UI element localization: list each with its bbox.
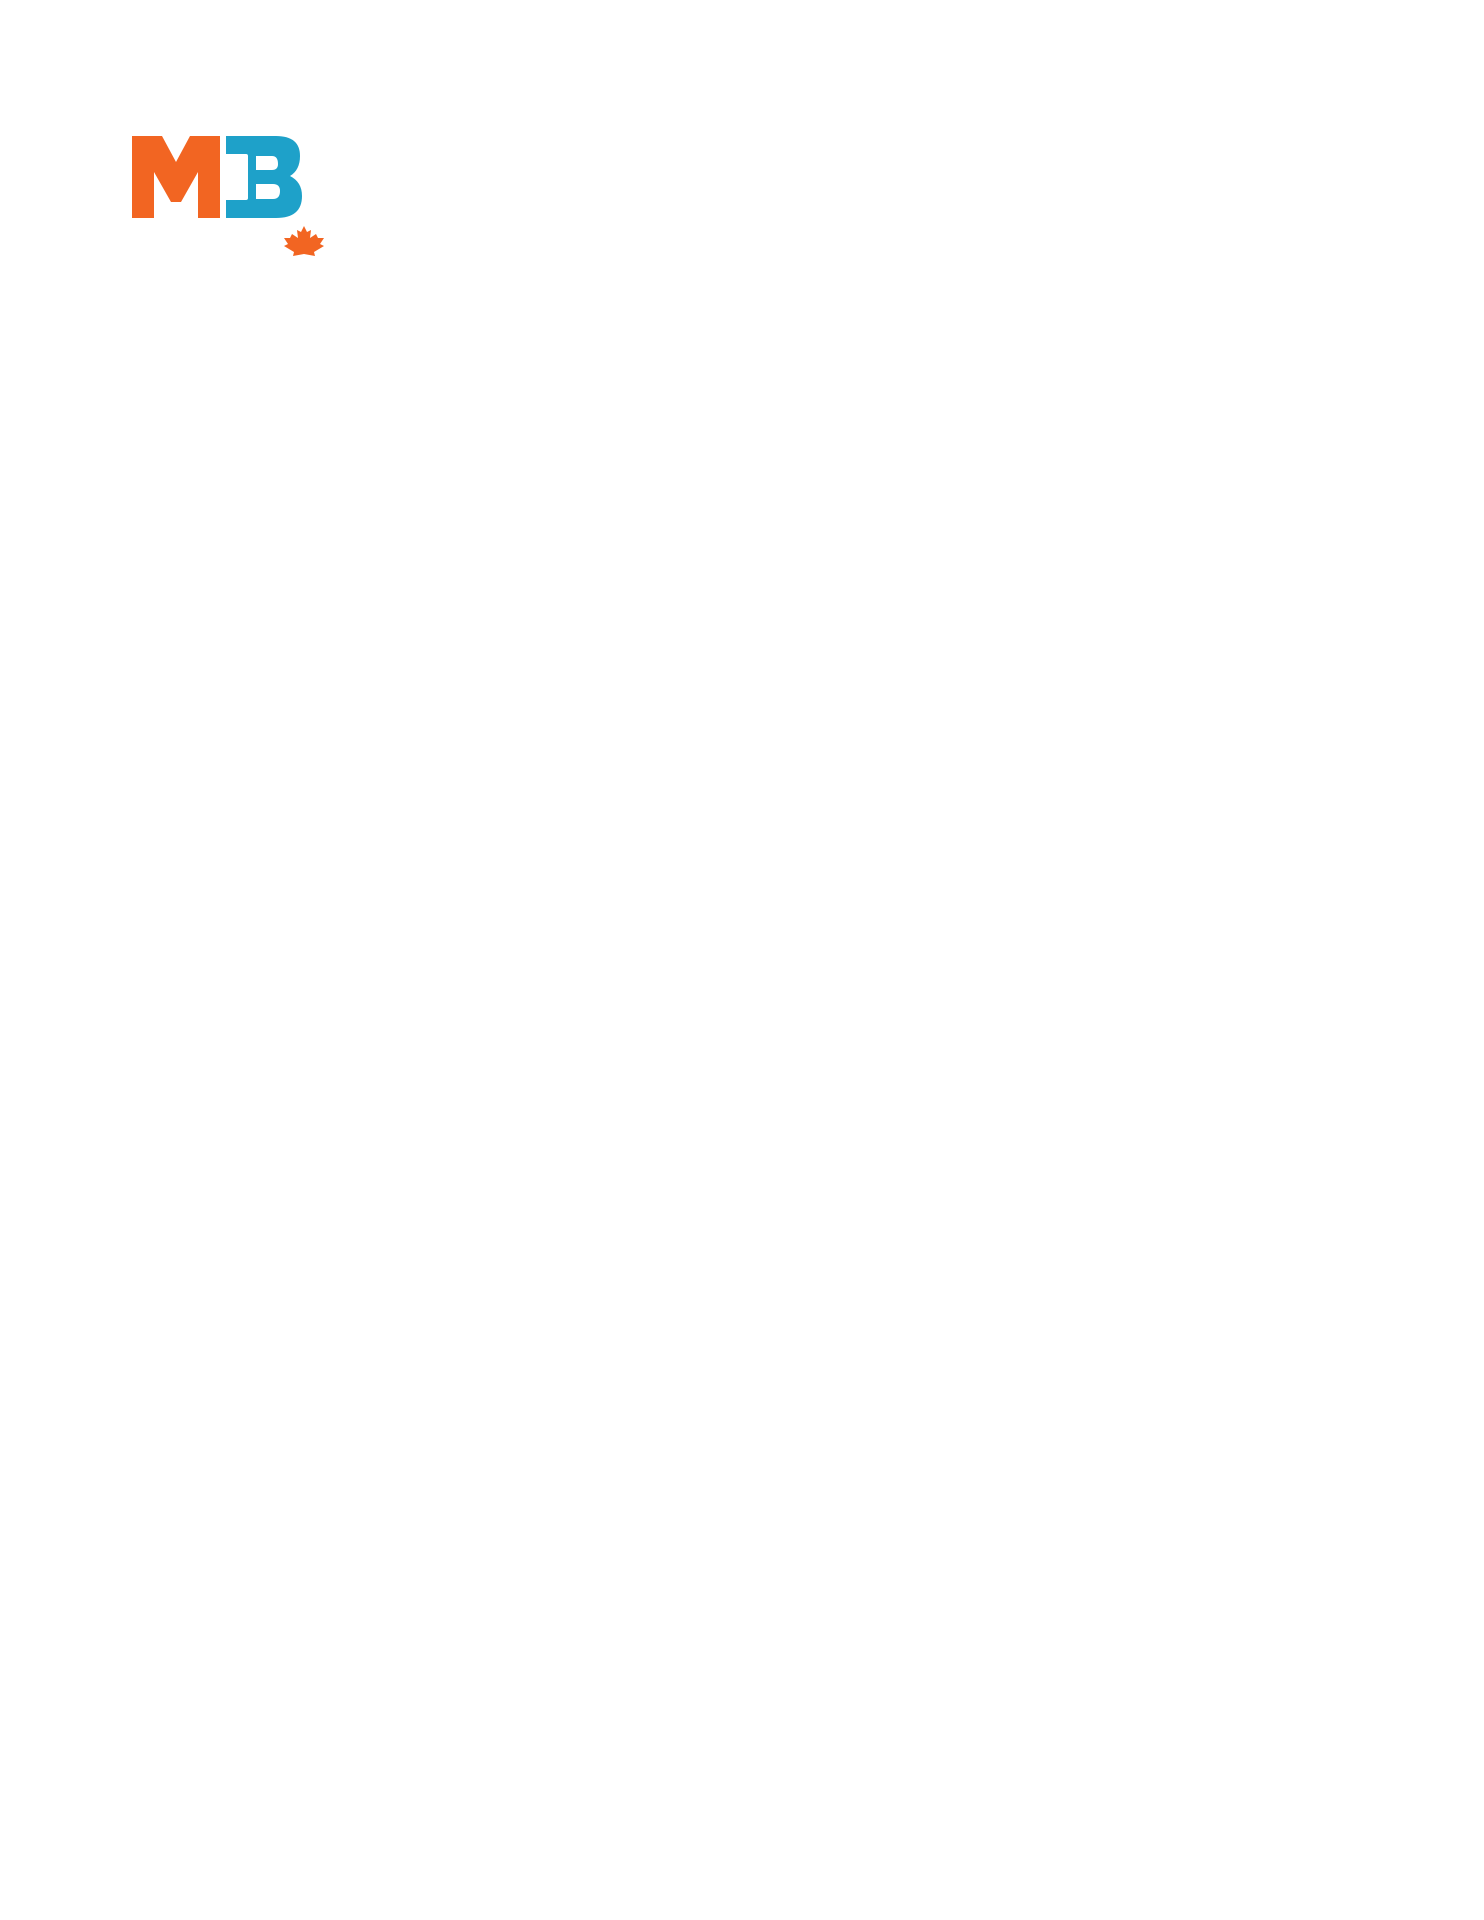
- maple-leaf-icon: [284, 226, 324, 256]
- logo-m-letter: [132, 136, 220, 218]
- logo-b-letter: [226, 136, 302, 218]
- mb-chicken-logo: [126, 132, 331, 258]
